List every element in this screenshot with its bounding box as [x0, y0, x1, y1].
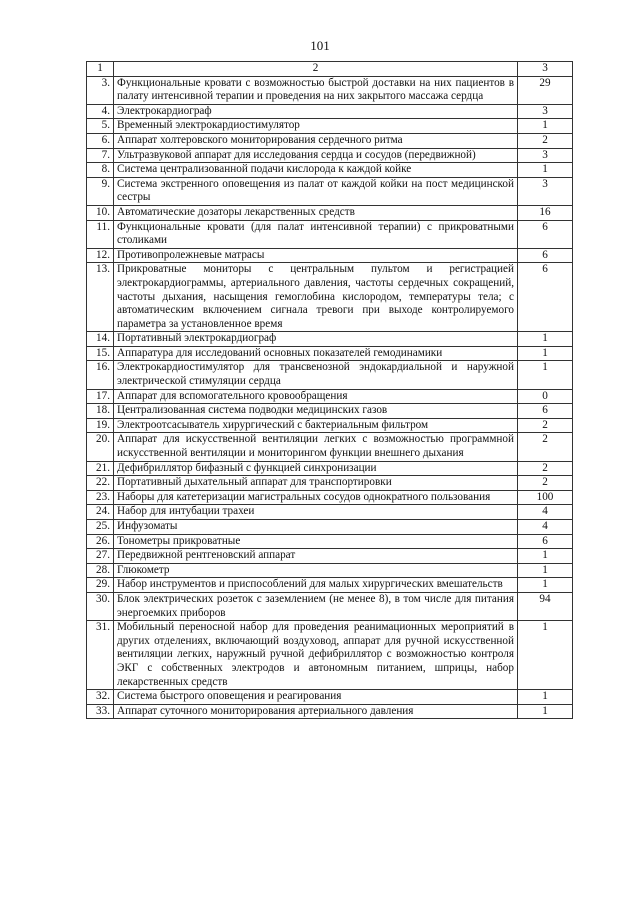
row-quantity: 1 — [518, 704, 573, 719]
row-description: Аппаратура для исследований основных показателей гемодинамики — [114, 346, 518, 361]
row-description: Система экстренного оповещения из палат от каждой койки на пост медицинской сестры — [114, 177, 518, 205]
table-row — [87, 578, 573, 593]
table-row — [87, 404, 573, 419]
row-quantity: 6 — [518, 404, 573, 419]
table-row — [87, 177, 573, 205]
row-quantity: 1 — [518, 346, 573, 361]
table-row — [87, 263, 573, 332]
row-description: Аппарат суточного мониторирования артериального давления — [114, 704, 518, 719]
header-cell-qty: 3 — [518, 62, 573, 77]
row-number: 7. — [87, 148, 114, 163]
table-row — [87, 534, 573, 549]
row-number: 15. — [87, 346, 114, 361]
row-number: 5. — [87, 119, 114, 134]
table-row — [87, 389, 573, 404]
table-row — [87, 433, 573, 461]
row-quantity: 100 — [518, 490, 573, 505]
table-row — [87, 704, 573, 719]
row-description: Система централизованной подачи кислорода к каждой койке — [114, 163, 518, 178]
row-quantity: 0 — [518, 389, 573, 404]
row-description: Противопролежневые матрасы — [114, 248, 518, 263]
row-number: 30. — [87, 592, 114, 620]
row-quantity: 1 — [518, 549, 573, 564]
row-quantity: 3 — [518, 148, 573, 163]
row-number: 31. — [87, 621, 114, 690]
row-description: Прикроватные мониторы с центральным пультом и регистрацией электрокардиограммы, артериального давления, частоты сердечных сокращений, частоты дыхания, насыщения гемоглобина кислородом, температуры тела; с автоматическим включением сигнала тревоги при выходе контролируемого параметра за установленное время — [114, 263, 518, 332]
row-quantity: 1 — [518, 621, 573, 690]
table-row — [87, 490, 573, 505]
row-quantity: 3 — [518, 177, 573, 205]
row-description: Ультразвуковой аппарат для исследования сердца и сосудов (передвижной) — [114, 148, 518, 163]
row-number: 4. — [87, 104, 114, 119]
row-quantity: 1 — [518, 361, 573, 389]
row-description: Система быстрого оповещения и реагирования — [114, 690, 518, 705]
row-quantity: 6 — [518, 220, 573, 248]
row-number: 24. — [87, 505, 114, 520]
table-row — [87, 476, 573, 491]
table-row — [87, 332, 573, 347]
table-row — [87, 418, 573, 433]
row-number: 9. — [87, 177, 114, 205]
row-number: 29. — [87, 578, 114, 593]
row-number: 28. — [87, 563, 114, 578]
table-row — [87, 549, 573, 564]
table-row — [87, 621, 573, 690]
row-number: 33. — [87, 704, 114, 719]
row-quantity: 2 — [518, 133, 573, 148]
row-number: 8. — [87, 163, 114, 178]
row-quantity: 3 — [518, 104, 573, 119]
row-quantity: 2 — [518, 461, 573, 476]
row-number: 21. — [87, 461, 114, 476]
row-quantity: 1 — [518, 163, 573, 178]
row-quantity: 2 — [518, 433, 573, 461]
row-quantity: 16 — [518, 205, 573, 220]
header-cell-desc: 2 — [114, 62, 518, 77]
row-description: Аппарат для вспомогательного кровообращения — [114, 389, 518, 404]
row-description: Портативный дыхательный аппарат для транспортировки — [114, 476, 518, 491]
table-row — [87, 690, 573, 705]
table-row — [87, 133, 573, 148]
table-row — [87, 461, 573, 476]
row-quantity: 1 — [518, 563, 573, 578]
row-description: Блок электрических розеток с заземлением (не менее 8), в том числе для питания энергоемких приборов — [114, 592, 518, 620]
row-description: Функциональные кровати с возможностью быстрой доставки на них пациентов в палату интенсивной терапии и проведения на них закрытого массажа сердца — [114, 76, 518, 104]
row-number: 10. — [87, 205, 114, 220]
row-description: Электроотсасыватель хирургический с бактериальным фильтром — [114, 418, 518, 433]
row-number: 22. — [87, 476, 114, 491]
row-quantity: 6 — [518, 534, 573, 549]
row-description: Аппарат холтеровского мониторирования сердечного ритма — [114, 133, 518, 148]
row-number: 20. — [87, 433, 114, 461]
table-row — [87, 148, 573, 163]
row-description: Централизованная система подводки медицинских газов — [114, 404, 518, 419]
row-number: 16. — [87, 361, 114, 389]
table-row — [87, 563, 573, 578]
row-number: 11. — [87, 220, 114, 248]
row-number: 18. — [87, 404, 114, 419]
table-row — [87, 361, 573, 389]
table-row — [87, 205, 573, 220]
row-quantity: 2 — [518, 418, 573, 433]
row-quantity: 6 — [518, 263, 573, 332]
row-number: 13. — [87, 263, 114, 332]
row-description: Тонометры прикроватные — [114, 534, 518, 549]
row-description: Портативный электрокардиограф — [114, 332, 518, 347]
row-number: 6. — [87, 133, 114, 148]
row-number: 14. — [87, 332, 114, 347]
row-description: Мобильный переносной набор для проведения реанимационных мероприятий в других отделениях, включающий воздуховод, аппарат для ручной искусственной вентиляции легких, наружный ручной дефибриллятор с возможностью контроля ЭКГ с собственных электродов и автономным питанием, шприцы, набор лекарственных средств — [114, 621, 518, 690]
table-row — [87, 520, 573, 535]
table-row — [87, 346, 573, 361]
row-number: 26. — [87, 534, 114, 549]
row-quantity: 1 — [518, 578, 573, 593]
header-cell-num: 1 — [87, 62, 114, 77]
row-description: Наборы для катетеризации магистральных сосудов однократного пользования — [114, 490, 518, 505]
row-quantity: 94 — [518, 592, 573, 620]
row-number: 17. — [87, 389, 114, 404]
row-description: Функциональные кровати (для палат интенсивной терапии) с прикроватными столиками — [114, 220, 518, 248]
row-number: 32. — [87, 690, 114, 705]
row-description: Набор инструментов и приспособлений для малых хирургических вмешательств — [114, 578, 518, 593]
row-number: 12. — [87, 248, 114, 263]
row-number: 27. — [87, 549, 114, 564]
row-description: Аппарат для искусственной вентиляции легких с возможностью программной искусственной вентиляции и мониторингом функции внешнего дыхания — [114, 433, 518, 461]
row-quantity: 4 — [518, 520, 573, 535]
row-number: 3. — [87, 76, 114, 104]
table-row — [87, 592, 573, 620]
row-description: Электрокардиостимулятор для трансвенозной эндокардиальной и наружной электрической стимуляции сердца — [114, 361, 518, 389]
row-description: Автоматические дозаторы лекарственных средств — [114, 205, 518, 220]
table-row — [87, 163, 573, 178]
row-description: Электрокардиограф — [114, 104, 518, 119]
table-row — [87, 104, 573, 119]
row-quantity: 1 — [518, 690, 573, 705]
row-quantity: 1 — [518, 119, 573, 134]
row-quantity: 29 — [518, 76, 573, 104]
table-row — [87, 248, 573, 263]
row-quantity: 6 — [518, 248, 573, 263]
row-description: Набор для интубации трахеи — [114, 505, 518, 520]
table-row — [87, 505, 573, 520]
equipment-table — [86, 61, 573, 719]
row-quantity: 4 — [518, 505, 573, 520]
table-row — [87, 119, 573, 134]
row-description: Инфузоматы — [114, 520, 518, 535]
page-number: 101 — [310, 38, 330, 53]
row-number: 19. — [87, 418, 114, 433]
row-description: Передвижной рентгеновский аппарат — [114, 549, 518, 564]
row-quantity: 2 — [518, 476, 573, 491]
row-quantity: 1 — [518, 332, 573, 347]
table-header-row — [87, 62, 573, 77]
row-description: Временный электрокардиостимулятор — [114, 119, 518, 134]
row-description: Глюкометр — [114, 563, 518, 578]
table-row — [87, 76, 573, 104]
row-number: 25. — [87, 520, 114, 535]
row-description: Дефибриллятор бифазный с функцией синхронизации — [114, 461, 518, 476]
row-number: 23. — [87, 490, 114, 505]
table-row — [87, 220, 573, 248]
